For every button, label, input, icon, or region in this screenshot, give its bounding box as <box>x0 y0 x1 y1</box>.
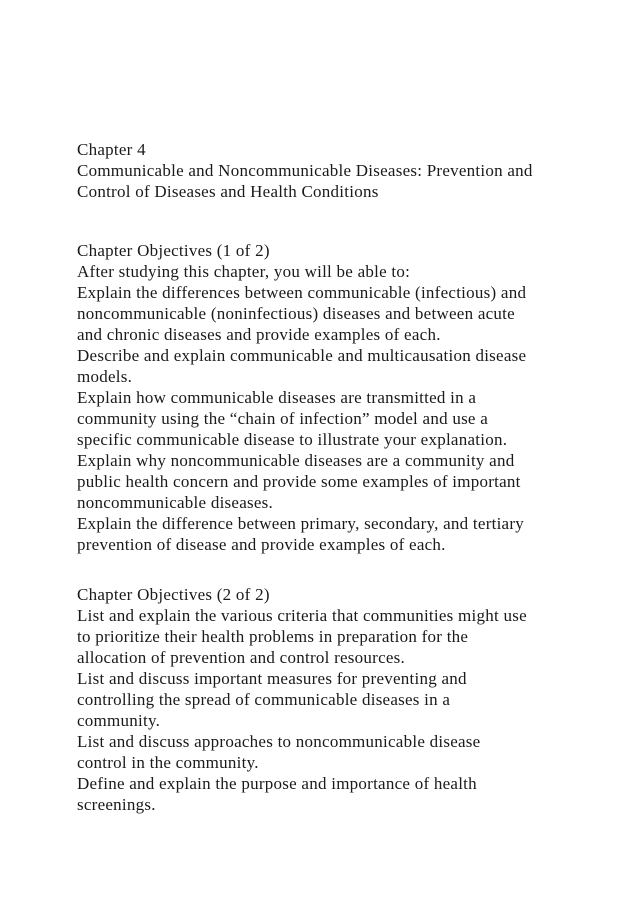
objective-line: List and discuss approaches to noncommunicable disease <box>77 732 481 751</box>
chapter-number: Chapter 4 <box>77 140 146 159</box>
section-heading: Chapter Objectives (1 of 2) <box>77 241 270 260</box>
objective-line: prevention of disease and provide examples of each. <box>77 535 446 554</box>
section-intro: After studying this chapter, you will be able to: <box>77 262 411 281</box>
objective-line: Describe and explain communicable and multicausation disease <box>77 346 527 365</box>
objective-line: List and discuss important measures for preventing and <box>77 669 467 688</box>
objective-line: public health concern and provide some examples of important <box>77 472 521 491</box>
objective-line: specific communicable disease to illustrate your explanation. <box>77 430 508 449</box>
objective-line: and chronic diseases and provide examples of each. <box>77 325 441 344</box>
objective-line: Explain the difference between primary, secondary, and tertiary <box>77 514 525 533</box>
objective-line: noncommunicable diseases. <box>77 493 274 512</box>
objective-line: allocation of prevention and control resources. <box>77 648 406 667</box>
objective-line: Define and explain the purpose and importance of health <box>77 774 477 793</box>
objective-line: models. <box>77 367 133 386</box>
objectives-section-2 <box>77 584 622 815</box>
chapter-heading-block <box>77 139 622 202</box>
objective-line: Explain how communicable diseases are transmitted in a <box>77 388 477 407</box>
objective-line: control in the community. <box>77 753 259 772</box>
objective-line: to prioritize their health problems in preparation for the <box>77 627 469 646</box>
objective-line: community. <box>77 711 161 730</box>
section-heading: Chapter Objectives (2 of 2) <box>77 585 270 604</box>
objective-line: Explain the differences between communicable (infectious) and <box>77 283 527 302</box>
objective-line: community using the “chain of infection” model and use a <box>77 409 489 428</box>
objective-line: List and explain the various criteria that communities might use <box>77 606 527 625</box>
objectives-section-1 <box>77 240 622 555</box>
objective-line: controlling the spread of communicable diseases in a <box>77 690 451 709</box>
chapter-title-line: Control of Diseases and Health Conditions <box>77 182 379 201</box>
objective-line: noncommunicable (noninfectious) diseases and between acute <box>77 304 515 323</box>
objective-line: screenings. <box>77 795 156 814</box>
objective-line: Explain why noncommunicable diseases are a community and <box>77 451 515 470</box>
chapter-title-line: Communicable and Noncommunicable Diseases: Prevention and <box>77 161 533 180</box>
